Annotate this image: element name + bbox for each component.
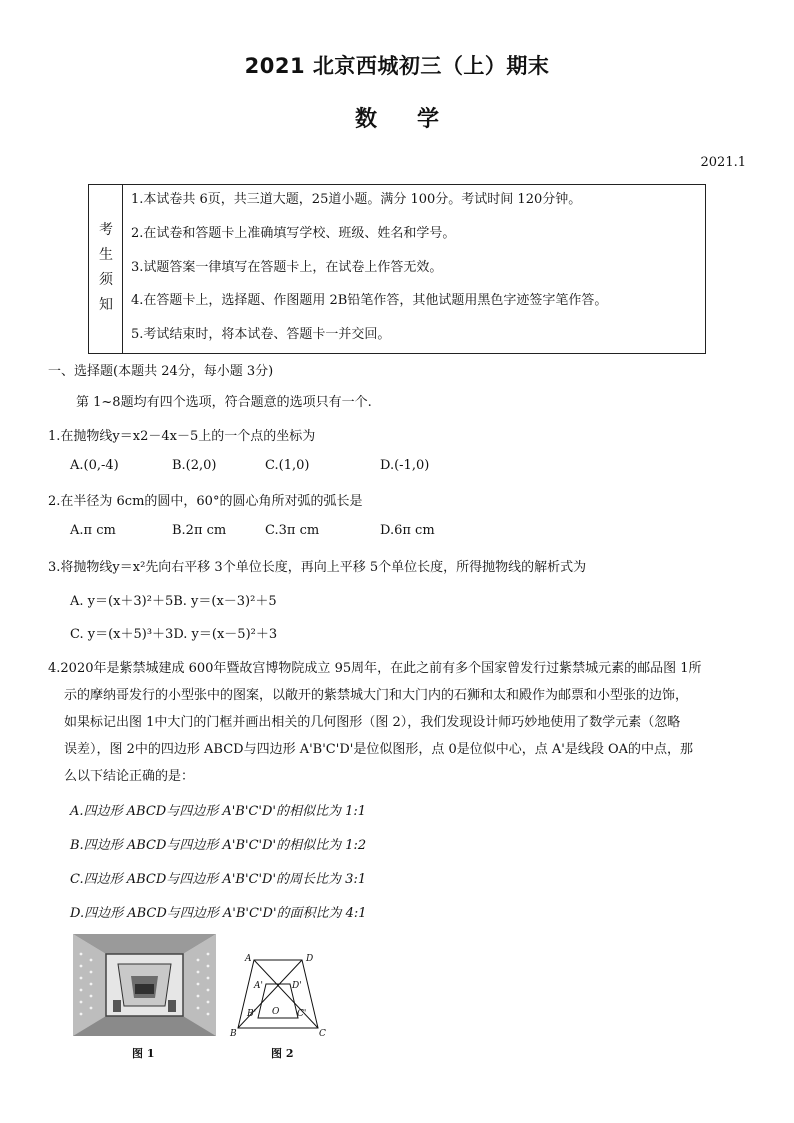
notice-item: 4.在答题卡上，选择题、作图题用 2B铅笔作答，其他试题用黑色字迹签字笔作答。 bbox=[131, 293, 608, 308]
question-3-options-row2: C. y＝(x＋5)³＋3D. y＝(x－5)²＋3 bbox=[70, 627, 278, 642]
figure-2-diagram bbox=[228, 946, 328, 1041]
section-instruction: 第 1~8题均有四个选项，符合题意的选项只有一个. bbox=[76, 395, 372, 410]
question-4-option-b: B.四边形 ABCD与四边形 A'B'C'D'的相似比为 1:2 bbox=[70, 838, 367, 853]
label-c-prime: C' bbox=[297, 1009, 307, 1019]
question-4-stem-line: 误差），图 2中的四边形 ABCD与四边形 A'B'C'D'是位似图形，点 0是位似中心，点 A'是线段 OA的中点，那 bbox=[64, 742, 694, 757]
subject-title: 数学 bbox=[354, 107, 479, 132]
figure-1-caption: 图 1 bbox=[132, 1047, 155, 1060]
label-o: O bbox=[272, 1007, 280, 1017]
question-2-option-c: C.3π cm bbox=[265, 523, 320, 538]
notice-item: 3.试题答案一律填写在答题卡上，在试卷上作答无效。 bbox=[131, 260, 443, 275]
label-b: B bbox=[230, 1029, 237, 1039]
figure-1-drawing bbox=[73, 934, 216, 1036]
question-1-stem: 1.在抛物线y＝x2－4x－5上的一个点的坐标为 bbox=[48, 429, 316, 444]
notice-items bbox=[123, 185, 705, 353]
figure-2-caption: 图 2 bbox=[271, 1047, 294, 1060]
notice-label-char: 知 bbox=[99, 297, 113, 313]
question-2-option-d: D.6π cm bbox=[380, 523, 435, 538]
question-4-option-a: A.四边形 ABCD与四边形 A'B'C'D'的相似比为 1:1 bbox=[70, 804, 366, 819]
question-2-stem: 2.在半径为 6cm的圆中，60°的圆心角所对弧的弧长是 bbox=[48, 494, 363, 509]
question-3-options-row1: A. y＝(x＋3)²＋5B. y＝(x－3)²＋5 bbox=[70, 594, 277, 609]
notice-label-char: 生 bbox=[99, 247, 113, 263]
figure-1-stamp-image bbox=[73, 934, 216, 1036]
question-1-option-d: D.(-1,0) bbox=[380, 458, 430, 473]
label-d-prime: D' bbox=[292, 981, 302, 991]
question-4-option-c: C.四边形 ABCD与四边形 A'B'C'D'的周长比为 3:1 bbox=[70, 872, 367, 887]
question-3-stem: 3.将抛物线y＝x²先向右平移 3个单位长度，再向上平移 5个单位长度，所得抛物线的解析式为 bbox=[48, 560, 587, 575]
notice-item: 2.在试卷和答题卡上准确填写学校、班级、姓名和学号。 bbox=[131, 226, 456, 241]
notice-label bbox=[89, 185, 123, 353]
section-heading: 一、选择题(本题共 24分，每小题 3分) bbox=[48, 364, 274, 379]
label-a: A bbox=[245, 954, 252, 964]
question-4-stem-line: 如果标记出图 1中大门的门框并画出相关的几何图形（图 2），我们发现设计师巧妙地使用了数学元素（忽略 bbox=[64, 715, 681, 730]
notice-label-char: 须 bbox=[99, 272, 113, 288]
question-1-option-a: A.(0,-4) bbox=[70, 458, 119, 473]
exam-title: 2021 北京西城初三（上）期末 bbox=[244, 54, 550, 78]
exam-notice-box bbox=[88, 184, 706, 354]
question-4-stem-line: 4.2020年是紫禁城建成 600年暨故宫博物院成立 95周年，在此之前有多个国家曾发行过紫禁城元素的邮品图 1所 bbox=[48, 661, 702, 676]
question-2-option-a: A.π cm bbox=[70, 523, 116, 538]
label-a-prime: A' bbox=[254, 981, 263, 991]
label-c: C bbox=[319, 1029, 326, 1039]
notice-label-char: 考 bbox=[99, 222, 113, 238]
question-4-option-d: D.四边形 ABCD与四边形 A'B'C'D'的面积比为 4:1 bbox=[70, 906, 367, 921]
exam-date: 2021.1 bbox=[700, 155, 746, 170]
label-d: D bbox=[306, 954, 314, 964]
label-b-prime: B' bbox=[247, 1009, 257, 1019]
notice-item: 1.本试卷共 6页，共三道大题，25道小题。满分 100分。考试时间 120分钟。 bbox=[131, 192, 582, 207]
question-1-option-b: B.(2,0) bbox=[172, 458, 217, 473]
notice-item: 5.考试结束时，将本试卷、答题卡一并交回。 bbox=[131, 327, 391, 342]
question-4-stem-line: 示的摩纳哥发行的小型张中的图案，以敞开的紫禁城大门和大门内的石狮和太和殿作为邮票和小型张的边饰， bbox=[64, 688, 689, 703]
question-2-option-b: B.2π cm bbox=[172, 523, 227, 538]
question-1-option-c: C.(1,0) bbox=[265, 458, 310, 473]
question-4-stem-line: 么以下结论正确的是： bbox=[64, 769, 195, 784]
